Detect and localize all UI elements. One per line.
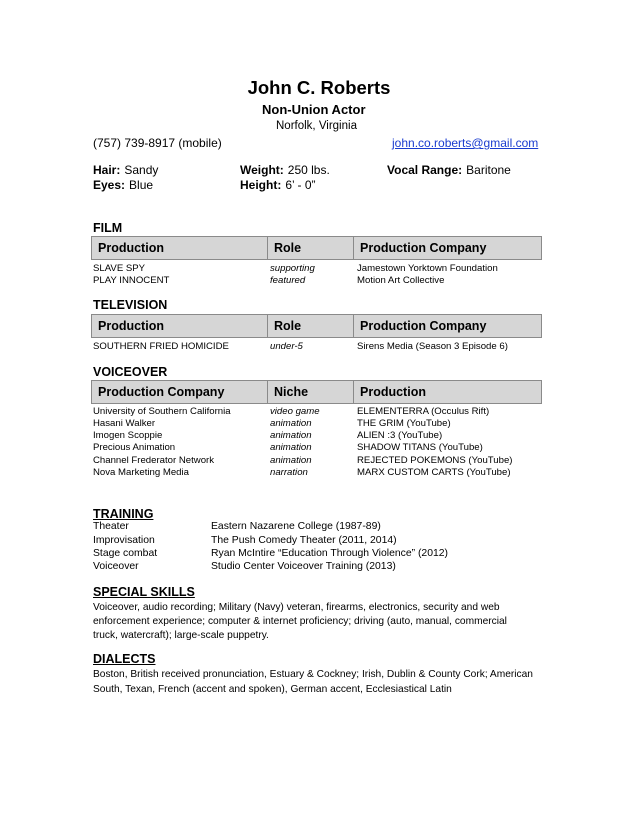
dialects-section-title: DIALECTS <box>93 652 156 666</box>
table-cell: PLAY INNOCENT <box>93 275 170 286</box>
table-cell: supporting <box>270 263 315 274</box>
table-cell: animation <box>270 430 312 441</box>
voiceover-table-header <box>91 380 542 404</box>
training-detail: Studio Center Voiceover Training (2013) <box>211 561 396 572</box>
training-section-title: TRAINING <box>93 507 154 521</box>
table-cell: animation <box>270 418 312 429</box>
television-table-header <box>91 314 542 338</box>
table-cell: ELEMENTERRA (Occulus Rift) <box>357 406 490 417</box>
table-cell: MARX CUSTOM CARTS (YouTube) <box>357 467 511 478</box>
voiceover-section-title: VOICEOVER <box>93 365 168 379</box>
table-cell: Hasani Walker <box>93 418 156 429</box>
table-cell: University of Southern California <box>93 406 231 417</box>
training-detail: The Push Comedy Theater (2011, 2014) <box>211 535 397 546</box>
film-col-company: Production Company <box>353 237 541 259</box>
television-col-company: Production Company <box>353 315 541 337</box>
table-cell: animation <box>270 455 312 466</box>
training-detail: Eastern Nazarene College (1987-89) <box>211 521 381 532</box>
training-detail: Ryan McIntire “Education Through Violence” (2012) <box>211 548 448 559</box>
table-cell: SLAVE SPY <box>93 263 146 274</box>
table-cell: video game <box>270 406 320 417</box>
table-cell: under-5 <box>270 341 303 352</box>
film-section-title: FILM <box>93 221 123 235</box>
skills-line: truck, watercraft); large-scale puppetry. <box>93 630 269 641</box>
email-link[interactable]: john.co.roberts@gmail.com <box>392 136 539 150</box>
table-cell: Channel Frederator Network <box>93 455 215 466</box>
voiceover-col-production: Production <box>353 381 541 403</box>
film-col-role: Role <box>267 237 353 259</box>
hair-attribute: Hair: Sandy <box>93 163 159 177</box>
training-category: Theater <box>93 521 129 532</box>
vocal-range-attribute: Vocal Range: Baritone <box>387 163 511 177</box>
table-cell: narration <box>270 467 308 478</box>
actor-city: Norfolk, Virginia <box>276 120 357 132</box>
table-cell: featured <box>270 275 306 286</box>
table-cell: SHADOW TITANS (YouTube) <box>357 442 483 453</box>
film-col-production: Production <box>98 241 164 255</box>
film-table-header <box>91 236 542 260</box>
phone-number: (757) 739-8917 (mobile) <box>93 136 222 150</box>
skills-section-title: SPECIAL SKILLS <box>93 585 195 599</box>
table-cell: ALIEN :3 (YouTube) <box>357 430 443 441</box>
voiceover-col-niche: Niche <box>267 381 353 403</box>
actor-subtitle: Non-Union Actor <box>262 102 366 117</box>
table-cell: Precious Animation <box>93 442 176 453</box>
table-cell: Imogen Scoppie <box>93 430 163 441</box>
training-category: Voiceover <box>93 561 139 572</box>
table-cell: animation <box>270 442 312 453</box>
dialects-line: Boston, British received pronunciation, Estuary & Cockney; Irish, Dublin & County Cork; American <box>93 669 533 680</box>
height-attribute: Height: 6’ - 0” <box>240 178 316 192</box>
training-category: Stage combat <box>93 548 158 559</box>
skills-line: enforcement experience; computer & internet proficiency; driving (auto, manual, commercial <box>93 616 507 627</box>
television-col-role: Role <box>267 315 353 337</box>
voiceover-col-company: Production Company <box>98 385 225 399</box>
weight-attribute: Weight: 250 lbs. <box>240 163 330 177</box>
table-cell: Jamestown Yorktown Foundation <box>357 263 498 274</box>
training-category: Improvisation <box>93 535 155 546</box>
table-cell: REJECTED POKEMONS (YouTube) <box>357 455 513 466</box>
table-cell: Nova Marketing Media <box>93 467 189 478</box>
table-cell: THE GRIM (YouTube) <box>357 418 451 429</box>
television-col-production: Production <box>98 319 164 333</box>
television-section-title: TELEVISION <box>93 298 168 312</box>
dialects-line: South, Texan, French (accent and spoken), German accent, Ecclesiastical Latin <box>93 684 452 695</box>
table-cell: SOUTHERN FRIED HOMICIDE <box>93 341 229 352</box>
table-cell: Motion Art Collective <box>357 275 445 286</box>
actor-name: John C. Roberts <box>247 77 391 98</box>
skills-line: Voiceover, audio recording; Military (Navy) veteran, firearms, electronics, security and web <box>93 602 500 613</box>
eyes-attribute: Eyes: Blue <box>93 178 154 192</box>
table-cell: Sirens Media (Season 3 Episode 6) <box>357 341 508 352</box>
